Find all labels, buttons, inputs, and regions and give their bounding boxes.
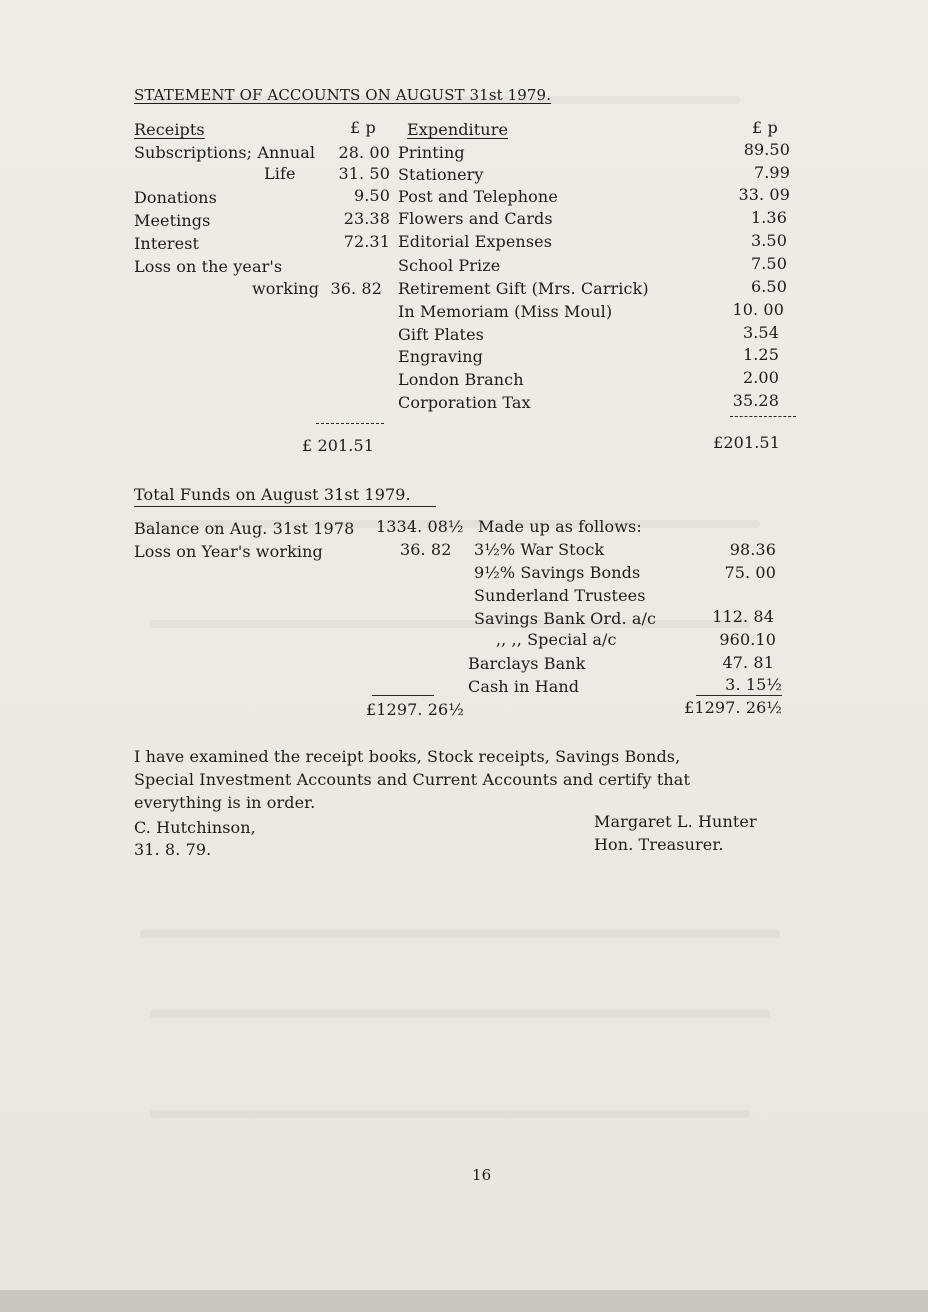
expenditure-separator	[730, 416, 796, 417]
receipt-amount: 72.31	[343, 232, 390, 251]
expenditure-currency: £ p	[752, 118, 778, 137]
funds-right-label: Barclays Bank	[468, 654, 586, 673]
expenditure-label: Post and Telephone	[398, 187, 558, 206]
receipt-label: Subscriptions; Annual	[134, 143, 316, 162]
scan-bottom-edge	[0, 1290, 928, 1312]
page-number: 16	[472, 1166, 492, 1184]
funds-right-label: Savings Bank Ord. a/c	[474, 609, 657, 628]
funds-right-amount: 960.10	[719, 630, 776, 649]
expenditure-label: Corporation Tax	[398, 393, 531, 412]
expenditure-label: London Branch	[398, 370, 524, 389]
bleed-through-text	[150, 620, 750, 628]
expenditure-amount: 2.00	[742, 368, 779, 387]
expenditure-header: Expenditure	[407, 120, 509, 139]
bleed-through-text	[150, 1110, 750, 1118]
funds-right-label: 9½% Savings Bonds	[474, 563, 641, 582]
funds-right-amount: 47. 81	[722, 653, 774, 672]
expenditure-label: In Memoriam (Miss Moul)	[398, 302, 613, 321]
receipts-currency: £ p	[350, 118, 376, 137]
expenditure-amount: 35.28	[732, 391, 779, 410]
treasurer-name: Margaret L. Hunter	[594, 812, 757, 831]
funds-right-amount: 98.36	[729, 540, 776, 559]
receipt-amount: 9.50	[353, 186, 390, 205]
expenditure-amount: 10. 00	[732, 300, 784, 319]
receipt-amount: 31. 50	[338, 164, 390, 183]
certification-line: Special Investment Accounts and Current Accounts and certify that	[134, 770, 690, 789]
funds-right-label: ,, ,, Special a/c	[496, 630, 617, 649]
receipt-label: Interest	[134, 234, 200, 253]
certification-line: everything is in order.	[134, 793, 316, 812]
funds-heading: Total Funds on August 31st 1979.	[134, 485, 411, 504]
expenditure-amount: 6.50	[750, 277, 787, 296]
receipt-label: Life	[264, 164, 296, 183]
expenditure-amount: 1.25	[742, 345, 779, 364]
expenditure-amount: 7.50	[750, 254, 787, 273]
expenditure-label: School Prize	[398, 256, 501, 275]
receipt-amount: 36. 82	[330, 279, 382, 298]
expenditure-label: Engraving	[398, 347, 484, 366]
expenditure-amount: 1.36	[750, 208, 787, 227]
expenditure-total: £201.51	[713, 433, 780, 452]
funds-right-total: £1297. 26½	[684, 698, 782, 717]
expenditure-label: Editorial Expenses	[398, 232, 553, 251]
expenditure-amount: 33. 09	[738, 185, 790, 204]
certification-line: I have examined the receipt books, Stock receipts, Savings Bonds,	[134, 747, 681, 766]
treasurer-title: Hon. Treasurer.	[594, 835, 724, 854]
made-up-label: Made up as follows:	[478, 517, 642, 536]
expenditure-label: Stationery	[398, 165, 484, 184]
auditor-date: 31. 8. 79.	[134, 840, 212, 859]
funds-right-amount: 112. 84	[712, 607, 774, 626]
receipt-amount: 23.38	[343, 209, 390, 228]
receipt-label: Loss on the year's	[134, 257, 283, 276]
bleed-through-text	[140, 930, 780, 938]
funds-right-total-rule	[696, 695, 782, 696]
receipt-amount: 28. 00	[338, 143, 390, 162]
funds-left-total-rule	[372, 695, 434, 696]
expenditure-label: Retirement Gift (Mrs. Carrick)	[398, 279, 649, 298]
funds-left-total: £1297. 26½	[366, 700, 464, 719]
funds-left-label: Loss on Year's working	[134, 542, 323, 561]
funds-right-label: Cash in Hand	[468, 677, 580, 696]
expenditure-amount: 7.99	[753, 163, 790, 182]
receipt-label: Donations	[134, 188, 217, 207]
receipts-header: Receipts	[134, 120, 205, 139]
expenditure-amount: 3.54	[742, 323, 779, 342]
funds-right-label: 3½% War Stock	[474, 540, 605, 559]
expenditure-label: Printing	[398, 143, 465, 162]
expenditure-label: Gift Plates	[398, 325, 484, 344]
receipts-separator	[316, 423, 384, 424]
expenditure-amount: 3.50	[750, 231, 787, 250]
auditor-name: C. Hutchinson,	[134, 818, 256, 837]
expenditure-amount: 89.50	[743, 140, 790, 159]
funds-left-amount: 1334. 08½	[376, 517, 464, 536]
expenditure-label: Flowers and Cards	[398, 209, 553, 228]
funds-right-amount: 3. 15½	[725, 675, 782, 694]
funds-heading-underline	[134, 506, 436, 507]
receipt-label: working	[252, 279, 320, 298]
funds-left-label: Balance on Aug. 31st 1978	[134, 519, 355, 538]
receipt-label: Meetings	[134, 211, 211, 230]
funds-left-amount: 36. 82	[400, 540, 452, 559]
funds-right-amount: 75. 00	[724, 563, 776, 582]
funds-right-label: Sunderland Trustees	[474, 586, 646, 605]
receipts-total: £ 201.51	[302, 436, 375, 455]
statement-title: STATEMENT OF ACCOUNTS ON AUGUST 31st 1979.	[134, 86, 552, 104]
bleed-through-text	[150, 1010, 770, 1018]
